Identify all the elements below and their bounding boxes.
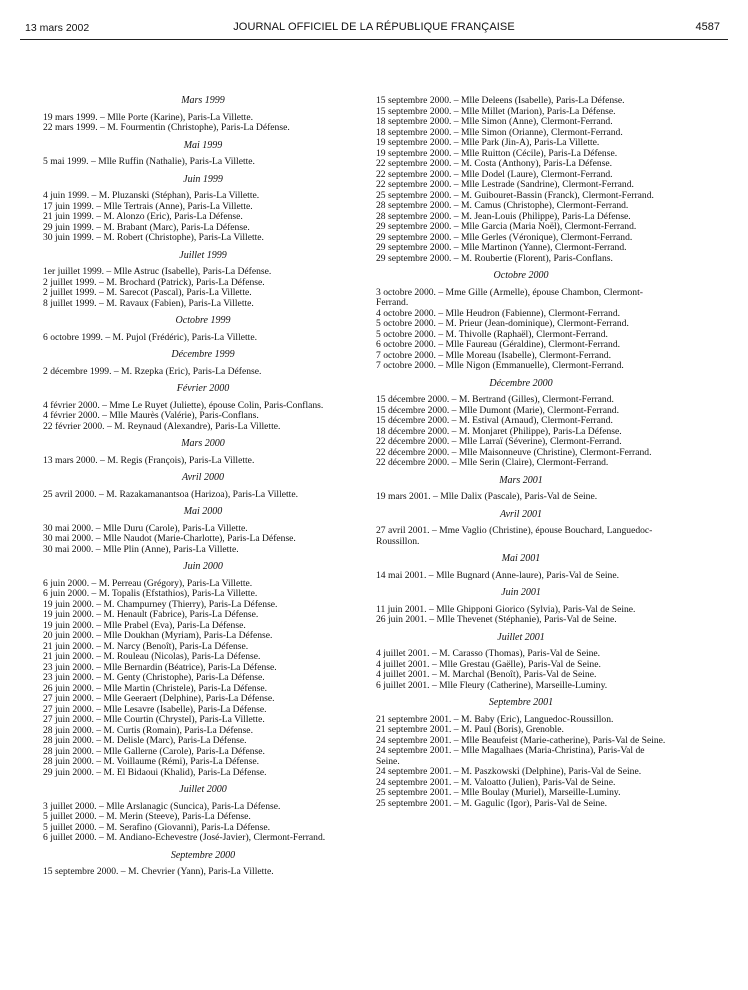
section-heading: Mars 1999: [181, 95, 225, 106]
appointment-entry: 5 octobre 2000. – M. Thivolle (Raphaël), Clermont-Ferrand.: [376, 328, 608, 340]
appointment-entry: 17 juin 1999. – Mlle Tertrais (Anne), Paris-La Villette.: [43, 200, 253, 212]
section-heading: Avril 2001: [500, 508, 542, 520]
appointment-entry: 19 septembre 2000. – Mlle Ruitton (Cécile), Paris-La Défense.: [376, 147, 618, 159]
appointment-entry: 30 mai 2000. – Mlle Plin (Anne), Paris-La Villette.: [43, 543, 239, 555]
section-heading: Mai 1999: [183, 139, 223, 151]
appointment-entry: 15 décembre 2000. – M. Bertrand (Gilles), Clermont-Ferrand.: [376, 394, 614, 405]
appointment-entry: 22 décembre 2000. – Mlle Maisonneuve (Christine), Clermont-Ferrand.: [376, 446, 652, 458]
section-heading: Octobre 2000: [493, 270, 549, 281]
appointment-entry: 2 décembre 1999. – M. Rzepka (Eric), Paris-La Défense.: [43, 365, 262, 377]
appointment-entry: 2 juillet 1999. – M. Sarecot (Pascal), Paris-La Villette.: [43, 287, 252, 298]
appointment-entry: 5 mai 1999. – Mlle Ruffin (Nathalie), Paris-La Villette.: [43, 156, 255, 167]
appointment-entry: 6 octobre 2000. – Mlle Faureau (Géraldine), Clermont-Ferrand.: [376, 339, 621, 350]
page-number: 4587: [695, 21, 720, 33]
appointment-entry: 19 juin 2000. – Mlle Prabel (Eva), Paris-La Défense.: [43, 619, 246, 631]
appointment-entry: 27 avril 2001. – Mme Vaglio (Christine), épouse Bouchard, Languedoc-Roussillon.: [376, 525, 653, 547]
appointment-entry: 8 juillet 1999. – M. Ravaux (Fabien), Paris-La Villette.: [43, 297, 254, 309]
section-heading: Septembre 2001: [488, 697, 554, 708]
appointment-entry: 18 décembre 2000. – M. Monjaret (Philippe), Paris-La Défense.: [376, 425, 622, 437]
appointment-entry: 22 septembre 2000. – Mlle Dodel (Laure), Clermont-Ferrand.: [376, 168, 613, 180]
appointment-entry: 29 septembre 2000. – M. Roubertie (Florent), Paris-Conflans.: [376, 252, 613, 264]
appointment-entry: 5 octobre 2000. – M. Prieur (Jean-dominique), Clermont-Ferrand.: [376, 318, 629, 329]
appointment-entry: 21 septembre 2001. – M. Paul (Boris), Grenoble.: [376, 724, 564, 735]
appointment-entry: 30 mai 2000. – Mlle Duru (Carole), Paris-La Villette.: [43, 522, 248, 534]
appointment-entry: 29 juin 2000. – M. El Bidaoui (Khalid), Paris-La Défense.: [43, 766, 267, 778]
appointment-entry: 28 juin 2000. – Mlle Gallerne (Carole), Paris-La Défense.: [43, 745, 265, 757]
appointment-entry: 29 septembre 2000. – Mlle Garcia (Maria Noël), Clermont-Ferrand.: [376, 221, 637, 232]
appointment-entry: 19 mars 2001. – Mlle Dalix (Pascale), Paris-Val de Seine.: [376, 491, 598, 502]
appointment-entry: 5 juillet 2000. – M. Serafino (Giovanni), Paris-La Défense.: [43, 821, 270, 833]
header-date: 13 mars 2002: [25, 22, 90, 34]
appointment-entry: 22 février 2000. – M. Reynaud (Alexandre), Paris-La Villette.: [43, 420, 281, 432]
appointment-entry: 15 septembre 2000. – M. Chevrier (Yann), Paris-La Villette.: [43, 866, 274, 877]
appointment-entry: 20 juin 2000. – Mlle Doukhan (Myriam), Paris-La Défense.: [43, 630, 273, 641]
appointment-entry: 14 mai 2001. – Mlle Bugnard (Anne-laure), Paris-Val de Seine.: [376, 569, 619, 581]
appointment-entry: 2 juillet 1999. – M. Brochard (Patrick), Paris-La Défense.: [43, 276, 265, 288]
section-heading: Juillet 2001: [497, 631, 545, 643]
appointment-entry: 21 septembre 2001. – M. Baby (Eric), Languedoc-Roussillon.: [376, 713, 614, 725]
appointment-entry: 29 septembre 2000. – Mlle Martinon (Yanne), Clermont-Ferrand.: [376, 242, 627, 253]
appointment-entry: 25 septembre 2001. – M. Gagulic (Igor), Paris-Val de Seine.: [376, 797, 607, 809]
appointment-entry: 15 décembre 2000. – Mlle Dumont (Marie), Clermont-Ferrand.: [376, 404, 619, 416]
appointment-entry: 28 juin 2000. – M. Curtis (Romain), Paris-La Défense.: [43, 724, 253, 736]
section-heading: Juillet 1999: [179, 249, 227, 261]
appointment-entry: 24 septembre 2001. – M. Paszkowski (Delphine), Paris-Val de Seine.: [376, 766, 642, 777]
appointment-entry: 5 juillet 2000. – M. Merin (Steeve), Paris-La Défense.: [43, 811, 251, 822]
journal-title: JOURNAL OFFICIEL DE LA RÉPUBLIQUE FRANÇAISE: [233, 21, 515, 33]
section-heading: Mars 2000: [181, 438, 225, 449]
section-heading: Juillet 2000: [179, 784, 227, 795]
appointment-entry: 25 septembre 2001. – Mlle Boulay (Muriel), Marseille-Luminy.: [376, 787, 621, 798]
appointment-entry: 1er juillet 1999. – Mlle Astruc (Isabelle), Paris-La Défense.: [43, 266, 272, 277]
appointment-entry: 24 septembre 2001. – Mlle Magalhaes (Maria-Christina), Paris-Val de Seine.: [376, 745, 645, 767]
appointment-entry: 4 février 2000. – Mme Le Ruyet (Juliette), épouse Colin, Paris-Conflans.: [43, 399, 324, 411]
appointment-entry: 7 octobre 2000. – Mlle Moreau (Isabelle), Clermont-Ferrand.: [376, 349, 611, 361]
appointment-entry: 25 avril 2000. – M. Razakamanantsoa (Harizoa), Paris-La Villette.: [43, 488, 298, 500]
appointment-entry: 13 mars 2000. – M. Regis (François), Paris-La Villette.: [43, 454, 255, 466]
appointment-entry: 19 juin 2000. – M. Henault (Fabrice), Paris-La Défense.: [43, 609, 259, 620]
appointment-entry: 23 juin 2000. – Mlle Bernardin (Béatrice), Paris-La Défense.: [43, 661, 277, 673]
page-header: [0, 0, 748, 34]
appointment-entry: 24 septembre 2001. – Mlle Beaufeist (Marie-catherine), Paris-Val de Seine.: [376, 734, 666, 746]
appointment-entry: 24 septembre 2001. – M. Valoatto (Julien), Paris-Val de Seine.: [376, 776, 616, 788]
appointment-entry: 29 juin 1999. – M. Brabant (Marc), Paris-La Défense.: [43, 221, 250, 233]
appointment-entry: 6 juillet 2000. – M. Andiano-Echevestre (José-Javier), Clermont-Ferrand.: [43, 832, 326, 843]
appointment-entry: 18 septembre 2000. – Mlle Simon (Orianne), Clermont-Ferrand.: [376, 126, 623, 138]
appointment-entry: 4 octobre 2000. – Mlle Heudron (Fabienne), Clermont-Ferrand.: [376, 307, 621, 319]
appointment-entry: 21 juin 2000. – M. Rouleau (Nicolas), Paris-La Défense.: [43, 651, 261, 662]
appointment-entry: 27 juin 2000. – Mlle Geeraert (Delphine), Paris-La Défense.: [43, 693, 275, 704]
appointment-entry: 19 mars 1999. – Mlle Porte (Karine), Paris-La Villette.: [43, 111, 253, 123]
header-rule: [20, 39, 728, 40]
appointment-entry: 19 septembre 2000. – Mlle Park (Jin-A), Paris-La Villette.: [376, 137, 600, 148]
left-column: [43, 96, 363, 878]
appointment-entry: 18 septembre 2000. – Mlle Simon (Anne), Clermont-Ferrand.: [376, 116, 613, 127]
appointment-entry: 6 juin 2000. – M. Perreau (Grégory), Paris-La Villette.: [43, 577, 253, 589]
section-heading: Juin 2001: [501, 587, 541, 598]
section-heading: Mai 2000: [183, 506, 223, 517]
appointment-entry: 29 septembre 2000. – Mlle Gerles (Véronique), Clermont-Ferrand.: [376, 231, 633, 243]
section-heading: Septembre 2000: [170, 849, 236, 861]
section-heading: Mars 2001: [499, 474, 543, 486]
appointment-entry: 3 juillet 2000. – Mlle Arslanagic (Suncica), Paris-La Défense.: [43, 800, 281, 812]
appointment-entry: 4 juillet 2001. – Mlle Grestau (Gaëlle), Paris-Val de Seine.: [376, 658, 601, 670]
section-heading: Juin 2000: [183, 561, 223, 572]
appointment-entry: 6 juillet 2001. – Mlle Fleury (Catherine), Marseille-Luminy.: [376, 679, 608, 691]
appointment-entry: 4 juillet 2001. – M. Carasso (Thomas), Paris-Val de Seine.: [376, 648, 601, 659]
appointment-entry: 11 juin 2001. – Mlle Ghipponi Giorico (Sylvia), Paris-Val de Seine.: [376, 603, 636, 615]
appointment-entry: 4 février 2000. – Mlle Maurès (Valérie), Paris-Conflans.: [43, 410, 259, 421]
right-column: [376, 96, 666, 809]
appointment-entry: 7 octobre 2000. – Mlle Nigon (Emmanuelle), Clermont-Ferrand.: [376, 360, 624, 371]
appointment-entry: 21 juin 2000. – M. Narcy (Benoît), Paris-La Défense.: [43, 640, 249, 652]
section-heading: Février 2000: [176, 383, 230, 394]
section-heading: Avril 2000: [182, 472, 224, 483]
appointment-entry: 3 octobre 2000. – Mme Gille (Armelle), épouse Chambon, Clermont-Ferrand.: [376, 286, 643, 308]
appointment-entry: 30 juin 1999. – M. Robert (Christophe), Paris-La Villette.: [43, 232, 264, 243]
appointment-entry: 15 décembre 2000. – M. Estival (Arnaud), Clermont-Ferrand.: [376, 415, 613, 426]
section-heading: Décembre 1999: [171, 349, 235, 360]
appointment-entry: 15 septembre 2000. – Mlle Deleens (Isabelle), Paris-La Défense.: [376, 95, 625, 106]
section-heading: Juin 1999: [183, 173, 223, 185]
appointment-entry: 26 juin 2001. – Mlle Thevenet (Stéphanie), Paris-Val de Seine.: [376, 614, 617, 625]
appointment-entry: 28 septembre 2000. – M. Camus (Christophe), Clermont-Ferrand.: [376, 200, 629, 211]
appointment-entry: 4 juin 1999. – M. Pluzanski (Stéphan), Paris-La Villette.: [43, 190, 260, 201]
appointment-entry: 26 juin 2000. – Mlle Martin (Christele), Paris-La Défense.: [43, 682, 268, 694]
appointment-entry: 28 juin 2000. – M. Delisle (Marc), Paris-La Défense.: [43, 735, 247, 746]
appointment-entry: 22 septembre 2000. – M. Costa (Anthony), Paris-La Défense.: [376, 158, 613, 169]
section-heading: Décembre 2000: [489, 377, 553, 389]
appointment-entry: 23 juin 2000. – M. Genty (Christophe), Paris-La Défense.: [43, 672, 265, 683]
appointment-entry: 6 juin 2000. – M. Topalis (Efstathios), Paris-La Villette.: [43, 588, 258, 599]
appointment-entry: 19 juin 2000. – M. Champurney (Thierry), Paris-La Défense.: [43, 598, 278, 610]
appointment-entry: 30 mai 2000. – Mlle Naudot (Marie-Charlotte), Paris-La Défense.: [43, 533, 296, 544]
appointment-entry: 15 septembre 2000. – Mlle Millet (Marion), Paris-La Défense.: [376, 105, 616, 117]
appointment-entry: 27 juin 2000. – Mlle Lesavre (Isabelle), Paris-La Défense.: [43, 703, 267, 715]
appointment-entry: 22 septembre 2000. – Mlle Lestrade (Sandrine), Clermont-Ferrand.: [376, 179, 634, 190]
appointment-entry: 25 septembre 2000. – M. Guibouret-Bassin (Franck), Clermont-Ferrand.: [376, 189, 654, 201]
section-heading: Mai 2001: [501, 553, 541, 564]
appointment-entry: 22 mars 1999. – M. Fourmentin (Christophe), Paris-La Défense.: [43, 122, 290, 133]
appointment-entry: 27 juin 2000. – Mlle Courtin (Chrystel), Paris-La Villette.: [43, 714, 265, 725]
section-heading: Octobre 1999: [175, 315, 231, 326]
appointment-entry: 22 décembre 2000. – Mlle Serin (Claire), Clermont-Ferrand.: [376, 457, 609, 468]
appointment-entry: 6 octobre 1999. – M. Pujol (Frédéric), Paris-La Villette.: [43, 331, 257, 343]
appointment-entry: 21 juin 1999. – M. Alonzo (Eric), Paris-La Défense.: [43, 211, 243, 222]
appointment-entry: 22 décembre 2000. – Mlle Larraï (Séverine), Clermont-Ferrand.: [376, 436, 622, 447]
appointment-entry: 28 juin 2000. – M. Voillaume (Rémi), Paris-La Défense.: [43, 756, 260, 767]
appointment-entry: 28 septembre 2000. – M. Jean-Louis (Philippe), Paris-La Défense.: [376, 210, 631, 222]
appointment-entry: 4 juillet 2001. – M. Marchal (Benoît), Paris-Val de Seine.: [376, 669, 597, 680]
